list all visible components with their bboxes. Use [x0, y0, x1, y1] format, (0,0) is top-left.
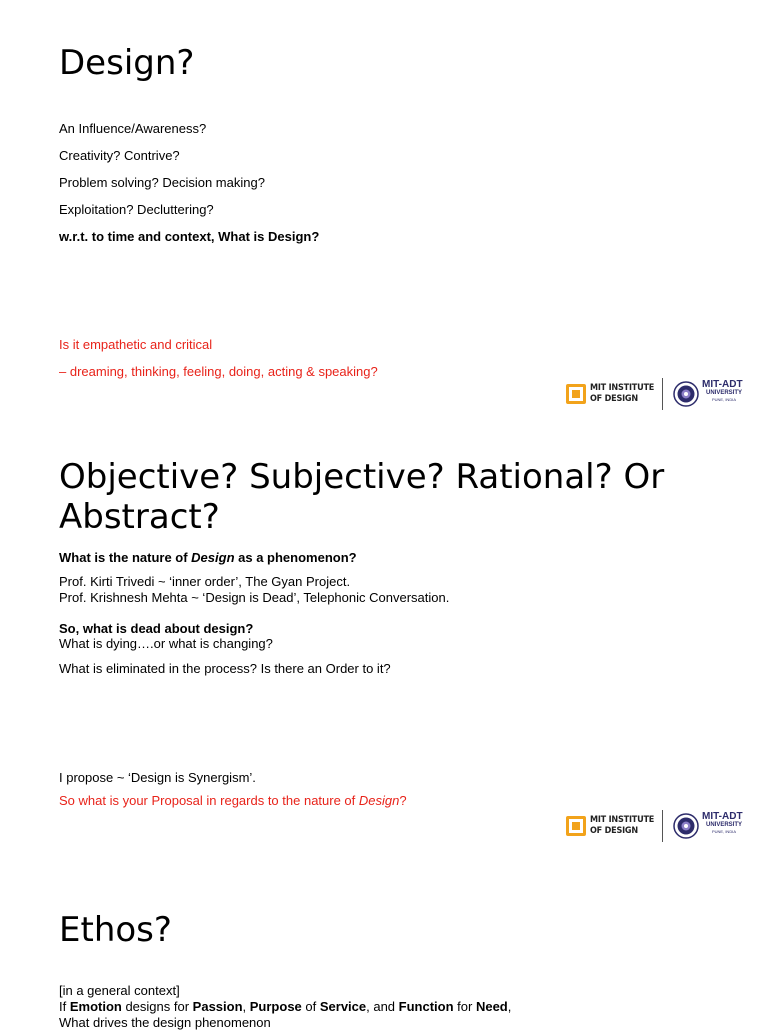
- dead-question: So, what is dead about design?: [59, 621, 254, 636]
- proposal-statement: I propose ~ ‘Design is Synergism’.: [59, 770, 256, 785]
- text-line: Problem solving? Decision making?: [59, 175, 265, 190]
- context-note: [in a general context]: [59, 983, 180, 998]
- slide-ethos: [0, 870, 768, 1030]
- mit-institute-logo-icon: [566, 384, 586, 404]
- slide-title: Objective? Subjective? Rational? Or Abstract?: [59, 457, 665, 537]
- proposal-question: So what is your Proposal in regards to the nature of Design?: [59, 793, 407, 808]
- mit-adt-logo-subtitle: UNIVERSITY: [705, 822, 742, 828]
- mit-institute-logo-icon: [566, 816, 586, 836]
- logo-divider: [662, 378, 663, 410]
- mit-adt-seal-icon: [673, 813, 699, 839]
- mit-institute-logo-text: MIT INSTITUTE OF DESIGN: [590, 815, 655, 836]
- red-question: Is it empathetic and critical: [59, 337, 213, 352]
- slide-design: [0, 0, 768, 433]
- professor-reference: Prof. Krishnesh Mehta ~ ‘Design is Dead’, Telephonic Conversation.: [59, 590, 450, 605]
- mit-adt-logo-city: PUNE, INDIA: [711, 397, 736, 402]
- mit-adt-logo-title: MIT-ADT: [702, 811, 743, 822]
- slide-title: Design?: [59, 43, 195, 83]
- slide-nature-of-design: [0, 433, 768, 870]
- mit-adt-logo-subtitle: UNIVERSITY: [705, 390, 742, 396]
- text-line: Exploitation? Decluttering?: [59, 202, 214, 217]
- ethos-statement: If Emotion designs for Passion, Purpose of Service, and Function for Need,: [59, 999, 512, 1014]
- logo-divider: [662, 810, 663, 842]
- text-line: Creativity? Contrive?: [59, 148, 180, 163]
- text-line: What is eliminated in the process? Is there an Order to it?: [59, 661, 391, 676]
- footer-logos: [564, 377, 744, 411]
- text-line: An Influence/Awareness?: [59, 121, 207, 136]
- red-question: – dreaming, thinking, feeling, doing, acting & speaking?: [59, 364, 378, 379]
- text-line: What is dying….or what is changing?: [59, 636, 273, 651]
- text-line: What drives the design phenomenon: [59, 1015, 271, 1030]
- mit-adt-logo-title: MIT-ADT: [702, 379, 743, 390]
- professor-reference: Prof. Kirti Trivedi ~ ‘inner order’, The Gyan Project.: [59, 574, 351, 589]
- mit-adt-logo-city: PUNE, INDIA: [711, 829, 736, 834]
- mit-institute-logo-text: MIT INSTITUTE OF DESIGN: [590, 383, 655, 404]
- nature-question: What is the nature of Design as a phenomenon?: [59, 550, 357, 565]
- bold-question: w.r.t. to time and context, What is Design?: [59, 229, 320, 244]
- footer-logos: [564, 809, 744, 843]
- slide-title: Ethos?: [59, 910, 172, 950]
- mit-adt-seal-icon: [673, 381, 699, 407]
